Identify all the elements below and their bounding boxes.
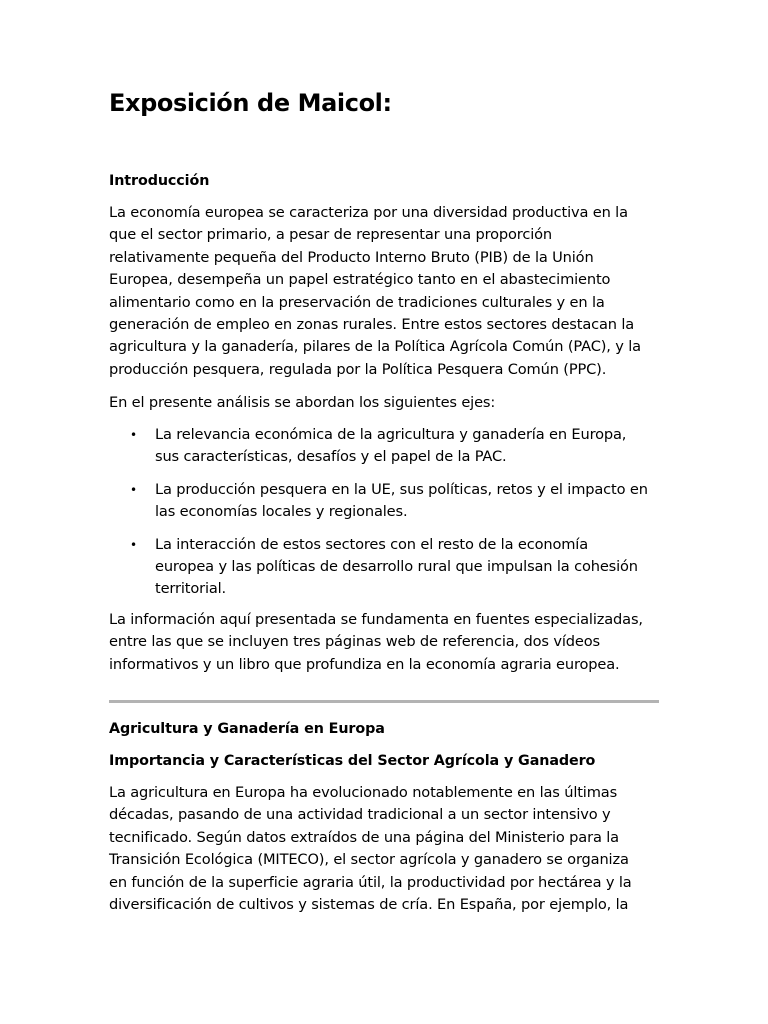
paragraph-line: La economía europea se caracteriza por una diversidad productiva en la bbox=[109, 204, 628, 221]
list-item-line: sus características, desafíos y el papel de la PAC. bbox=[155, 448, 507, 466]
paragraph-line: La información aquí presentada se fundamenta en fuentes especializadas, bbox=[109, 611, 643, 628]
paragraph-line: tecnificado. Según datos extraídos de una página del Ministerio para la bbox=[109, 828, 619, 846]
bullet-icon: • bbox=[130, 537, 137, 552]
list-item bbox=[109, 424, 648, 469]
section-subheading: Importancia y Características del Sector Agrícola y Ganadero bbox=[109, 753, 596, 769]
paragraph-line: Transición Ecológica (MITECO), el sector agrícola y ganadero se organiza bbox=[109, 851, 629, 869]
intro-paragraph-1 bbox=[109, 202, 641, 381]
paragraph-line: generación de empleo en zonas rurales. Entre estos sectores destacan la bbox=[109, 316, 635, 334]
list-item-line: La interacción de estos sectores con el resto de la economía bbox=[155, 535, 588, 553]
section-heading: Agricultura y Ganadería en Europa bbox=[109, 721, 385, 737]
document-title: Exposición de Maicol: bbox=[109, 89, 392, 117]
intro-paragraph-3 bbox=[109, 609, 643, 676]
paragraph-line: Europea, desempeña un papel estratégico tanto en el abastecimiento bbox=[109, 271, 611, 289]
list-item-line: La relevancia económica de la agricultura y ganadería en Europa, bbox=[155, 426, 627, 443]
paragraph-line: producción pesquera, regulada por la Política Pesquera Común (PPC). bbox=[109, 360, 607, 378]
paragraph-line: entre las que se incluyen tres páginas web de referencia, dos vídeos bbox=[109, 633, 600, 651]
axes-bullet-list bbox=[109, 424, 648, 601]
paragraph-line: informativos y un libro que profundiza en la economía agraria europea. bbox=[109, 655, 620, 673]
list-item-line: europea y las políticas de desarrollo rural que impulsan la cohesión bbox=[155, 558, 638, 576]
paragraph-line: en función de la superficie agraria útil, la productividad por hectárea y la bbox=[109, 873, 632, 891]
bullet-icon: • bbox=[130, 428, 137, 442]
paragraph-line: que el sector primario, a pesar de representar una proporción bbox=[109, 226, 552, 244]
paragraph-line: La agricultura en Europa ha evolucionado notablemente en las últimas bbox=[109, 784, 618, 801]
paragraph-line: décadas, pasando de una actividad tradicional a un sector intensivo y bbox=[109, 806, 611, 824]
horizontal-divider bbox=[109, 700, 659, 703]
paragraph-line: alimentario como en la preservación de tradiciones culturales y en la bbox=[109, 293, 605, 311]
intro-paragraph-2: En el presente análisis se abordan los siguientes ejes: bbox=[109, 394, 496, 411]
list-item bbox=[109, 479, 648, 524]
paragraph-line: agricultura y la ganadería, pilares de la Política Agrícola Común (PAC), y la bbox=[109, 338, 641, 356]
list-item-line: La producción pesquera en la UE, sus políticas, retos y el impacto en bbox=[155, 480, 648, 498]
list-item-line: territorial. bbox=[155, 580, 227, 598]
bullet-icon: • bbox=[130, 482, 137, 497]
list-item bbox=[109, 534, 648, 601]
paragraph-line: diversificación de cultivos y sistemas de cría. En España, por ejemplo, la bbox=[109, 896, 629, 914]
paragraph-line: relativamente pequeña del Producto Interno Bruto (PIB) de la Unión bbox=[109, 248, 594, 266]
list-item-line: las economías locales y regionales. bbox=[155, 503, 408, 521]
section-paragraph bbox=[109, 782, 632, 916]
intro-heading: Introducción bbox=[109, 173, 210, 189]
